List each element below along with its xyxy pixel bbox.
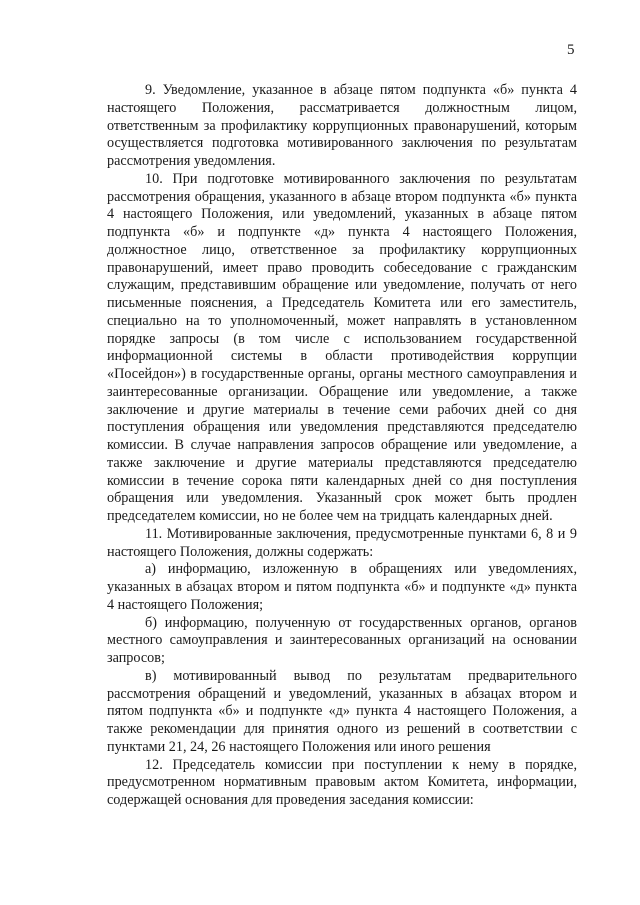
paragraph-12: 12. Председатель комиссии при поступлении к нему в порядке, предусмотренном нормативным правовым актом Комитета, информации, содержащей основания для проведения заседания комиссии: <box>107 756 577 808</box>
document-body <box>107 82 577 810</box>
paragraph-9: 9. Уведомление, указанное в абзаце пятом подпункта «б» пункта 4 настоящего Положения, рассматривается должностным лицом, ответственным за профилактику коррупционных правонарушений, которым осуществляется подготовка мотивированного заключения по результатам рассмотрения уведомления. <box>107 82 577 169</box>
paragraph-10: 10. При подготовке мотивированного заключения по результатам рассмотрения обращения, указанного в абзаце втором подпункта «б» пункта 4 настоящего Положения, или уведомлений, указанных в абзаце пятом подпункта «б» и подпункте «д» пункта 4 настоящего Положения, должностное лицо, ответственное за профилактику коррупционных правонарушений, имеет право проводить собеседование с гражданским служащим, представившим обращение или уведомление, получать от него письменные пояснения, а Председатель Комитета или его заместитель, специально на то уполномоченный, может направлять в установленном порядке запросы (в том числе с использованием государственной информационной системы в области противодействия коррупции «Посейдон») в государственные органы, органы местного самоуправления и заинтересованные организации. Обращение или уведомление, а также заключение и другие материалы в течение семи рабочих дней со дня поступления обращения или уведомления представляются председателю комиссии. В случае направления запросов обращение или уведомление, а также заключение и другие материалы представляются председателю комиссии в течение сорока пяти календарных дней со дня поступления обращения или уведомления. Указанный срок может быть продлен председателем комиссии, но не более чем на тридцать календарных дней. <box>107 170 577 524</box>
paragraph-11-c: в) мотивированный вывод по результатам предварительного рассмотрения обращений и уведомлений, указанных в абзацах втором и пятом подпункта «б» и подпункте «д» пункта 4 настоящего Положения, а также рекомендации для принятия одного из решений в соответствии с пунктами 21, 24, 26 настоящего Положения или иного решения <box>107 667 577 755</box>
paragraph-11-a: а) информацию, изложенную в обращениях или уведомлениях, указанных в абзацах втором и пятом подпункта «б» и подпункте «д» пункта 4 настоящего Положения; <box>107 561 577 613</box>
page-number: 5 <box>567 42 575 58</box>
paragraph-11: 11. Мотивированные заключения, предусмотренные пунктами 6, 8 и 9 настоящего Положения, должны содержать: <box>107 525 577 560</box>
paragraph-11-b: б) информацию, полученную от государственных органов, органов местного самоуправления и заинтересованных организаций на основании запросов; <box>107 614 577 666</box>
